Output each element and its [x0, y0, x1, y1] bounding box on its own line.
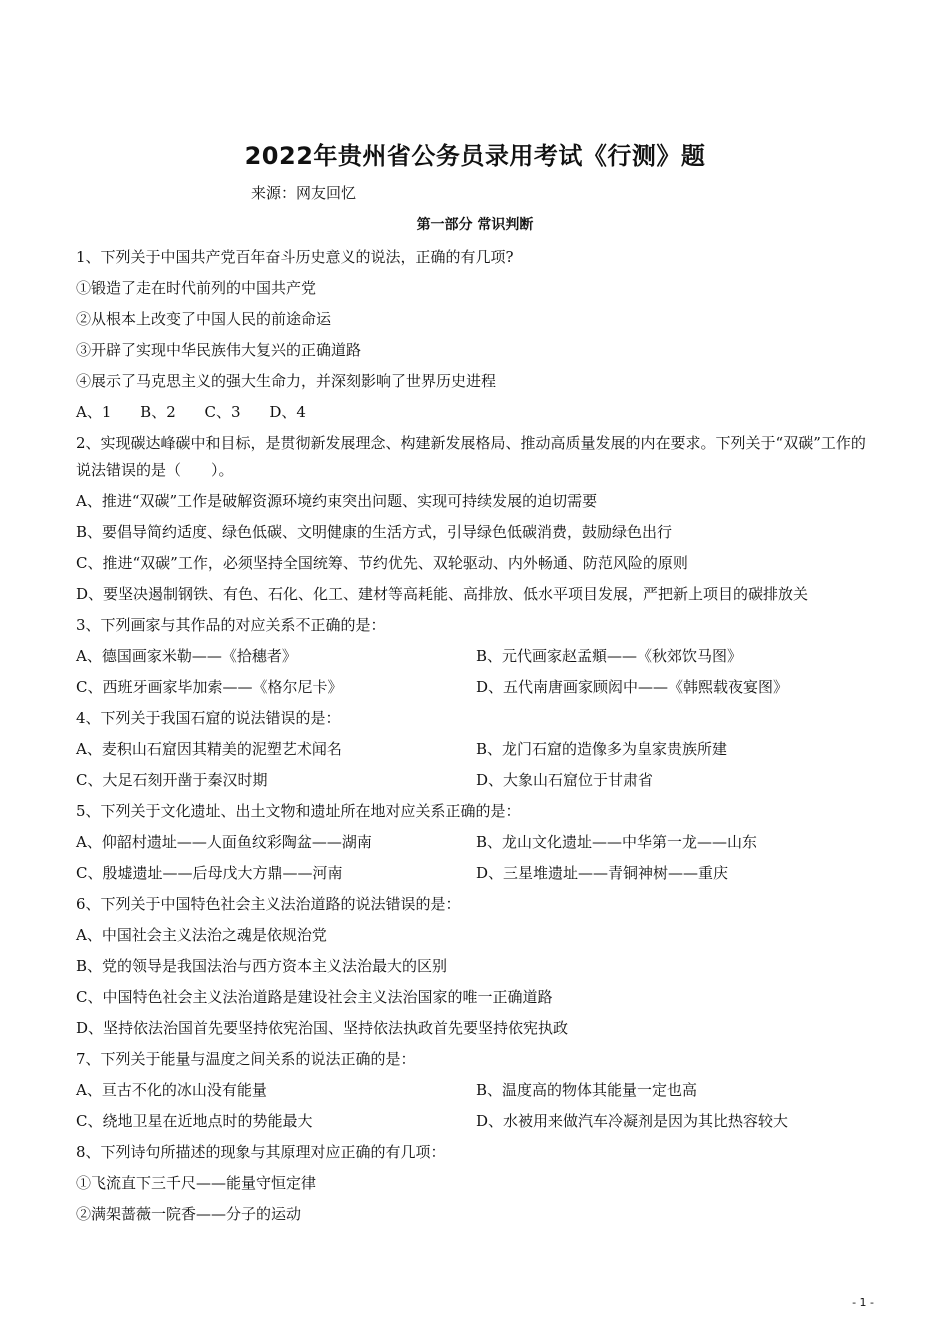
answer-option: A、推进“双碳”工作是破解资源环境约束突出问题、实现可持续发展的迫切需要 — [76, 492, 598, 510]
answer-option: A、麦积山石窟因其精美的泥塑艺术闻名 — [76, 740, 342, 758]
page-number: - 1 - — [852, 1296, 874, 1309]
answer-option: B、2 — [140, 403, 176, 421]
answer-option: C、3 — [204, 403, 241, 421]
answer-option: D、大象山石窟位于甘肃省 — [476, 771, 654, 789]
answer-option: A、亘古不化的冰山没有能量 — [76, 1081, 267, 1099]
answer-option: A、中国社会主义法治之魂是依规治党 — [76, 926, 327, 944]
answer-row — [76, 765, 876, 796]
answer-option: A、仰韶村遗址——人面鱼纹彩陶盆——湖南 — [76, 833, 372, 851]
answer-option: B、元代画家赵孟頫——《秋郊饮马图》 — [476, 647, 743, 665]
answer-option: C、绕地卫星在近地点时的势能最大 — [76, 1112, 313, 1130]
answer-row — [76, 734, 876, 765]
answer-option: A、德国画家米勒——《拾穗者》 — [76, 647, 297, 665]
answer-option: D、4 — [269, 403, 306, 421]
answer-option: C、中国特色社会主义法治道路是建设社会主义法治国家的唯一正确道路 — [76, 988, 553, 1006]
answer-row — [76, 1075, 876, 1106]
answer-options — [76, 397, 876, 428]
question-stem: 7、下列关于能量与温度之间关系的说法正确的是： — [76, 1050, 416, 1068]
answer-option: D、三星堆遗址——青铜神树——重庆 — [476, 864, 729, 882]
question-stem: 1、下列关于中国共产党百年奋斗历史意义的说法，正确的有几项? — [76, 248, 514, 266]
question-item: ④展示了马克思主义的强大生命力，并深刻影响了世界历史进程 — [76, 372, 497, 390]
answer-option: C、大足石刻开凿于秦汉时期 — [76, 771, 268, 789]
question-item: ②满架蔷薇一院香——分子的运动 — [76, 1205, 302, 1223]
answer-option: C、西班牙画家毕加索——《格尔尼卡》 — [76, 678, 343, 696]
question-item: ③开辟了实现中华民族伟大复兴的正确道路 — [76, 341, 362, 359]
source-note: 来源：网友回忆 — [251, 184, 357, 202]
answer-row — [76, 1106, 876, 1137]
answer-option: D、要坚决遏制钢铁、有色、石化、化工、建材等高耗能、高排放、低水平项目发展，严把新上项目的碳排放关 — [76, 585, 809, 603]
answer-option: B、要倡导简约适度、绿色低碳、文明健康的生活方式，引导绿色低碳消费，鼓励绿色出行 — [76, 523, 673, 541]
answer-option: C、推进“双碳”工作，必须坚持全国统筹、节约优先、双轮驱动、内外畅通、防范风险的原则 — [76, 554, 688, 572]
answer-option: A、1 — [76, 403, 112, 421]
question-stem: 3、下列画家与其作品的对应关系不正确的是： — [76, 616, 386, 634]
question-stem: 2、实现碳达峰碳中和目标，是贯彻新发展理念、构建新发展格局、推动高质量发展的内在要求。下列关于“双碳”工作的说法错误的是（ ）。 — [76, 434, 866, 479]
answer-option: D、五代南唐画家顾闳中——《韩熙载夜宴图》 — [476, 678, 789, 696]
question-item: ①锻造了走在时代前列的中国共产党 — [76, 279, 317, 297]
question-stem: 5、下列关于文化遗址、出土文物和遗址所在地对应关系正确的是： — [76, 802, 521, 820]
question-stem: 4、下列关于我国石窟的说法错误的是： — [76, 709, 341, 727]
answer-option: C、殷墟遗址——后母戊大方鼎——河南 — [76, 864, 343, 882]
question-stem: 6、下列关于中国特色社会主义法治道路的说法错误的是： — [76, 895, 461, 913]
question-stem: 8、下列诗句所描述的现象与其原理对应正确的有几项： — [76, 1143, 446, 1161]
answer-option: D、坚持依法治国首先要坚持依宪治国、坚持依法执政首先要坚持依宪执政 — [76, 1019, 569, 1037]
answer-row — [76, 641, 876, 672]
section-heading: 第一部分 常识判断 — [416, 217, 534, 233]
answer-option: B、龙山文化遗址——中华第一龙——山东 — [476, 833, 758, 851]
answer-option: B、温度高的物体其能量一定也高 — [476, 1081, 698, 1099]
answer-row — [76, 827, 876, 858]
page-title: 2022年贵州省公务员录用考试《行测》题 — [244, 142, 706, 170]
question-item: ②从根本上改变了中国人民的前途命运 — [76, 310, 332, 328]
answer-row — [76, 858, 876, 889]
answer-row — [76, 672, 876, 703]
answer-option: D、水被用来做汽车冷凝剂是因为其比热容较大 — [476, 1112, 789, 1130]
answer-option: B、龙门石窟的造像多为皇家贵族所建 — [476, 740, 728, 758]
question-item: ①飞流直下三千尺——能量守恒定律 — [76, 1174, 317, 1192]
question-list — [76, 242, 876, 1230]
answer-option: B、党的领导是我国法治与西方资本主义法治最大的区别 — [76, 957, 448, 975]
